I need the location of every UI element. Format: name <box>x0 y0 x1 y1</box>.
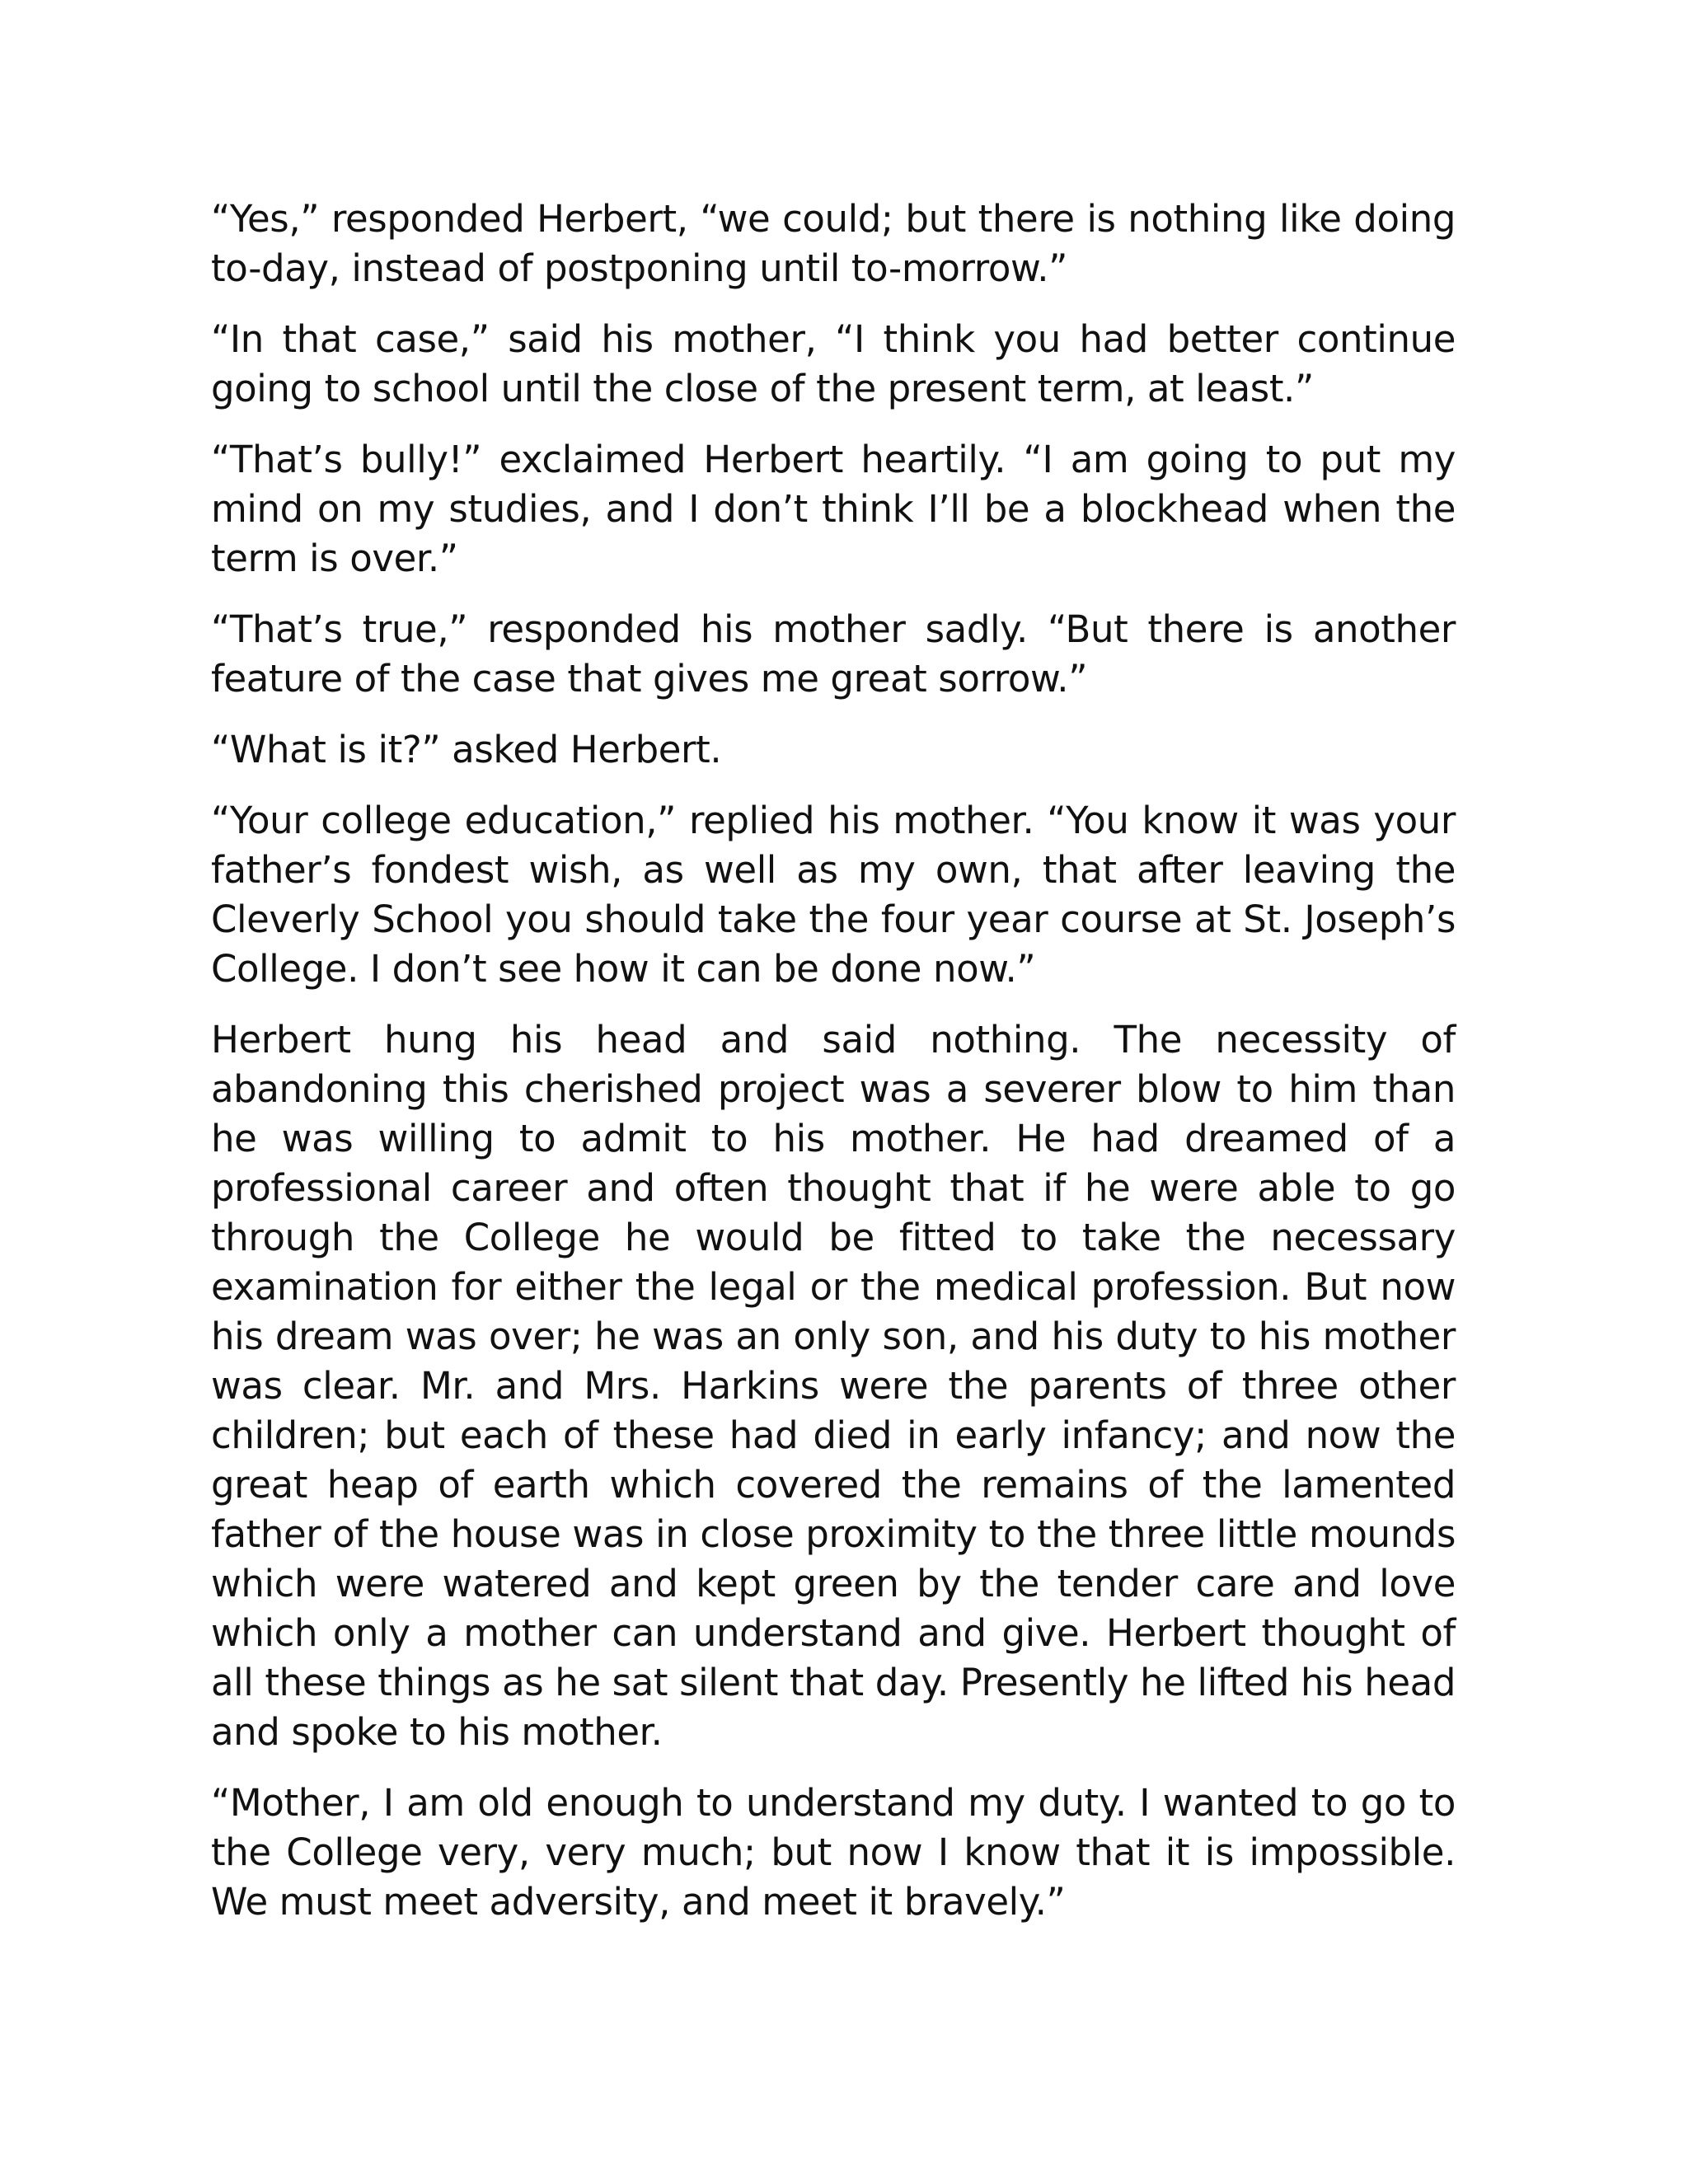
paragraph-2: “In that case,” said his mother, “I think you had better continue going to school until the close of the present term, at least.” <box>211 317 1456 410</box>
page-body-text <box>211 194 1456 1948</box>
paragraph-3: “That’s bully!” exclaimed Herbert heartily. “I am going to put my mind on my studies, and I don’t think I’ll be a blockhead when the term is over.” <box>211 438 1456 580</box>
paragraph-7: Herbert hung his head and said nothing. The necessity of abandoning this cherished project was a severer blow to him than he was willing to admit to his mother. He had dreamed of a professional career and often thought that if he were able to go through the College he would be fitted to take the necessary examination for either the legal or the medical profession. But now his dream was over; he was an only son, and his duty to his mother was clear. Mr. and Mrs. Harkins were the parents of three other children; but each of these had died in early infancy; and now the great heap of earth which covered the remains of the lamented father of the house was in close proximity to the three little mounds which were watered and kept green by the tender care and love which only a mother can understand and give. Herbert thought of all these things as he sat silent that day. Presently he lifted his head and spoke to his mother. <box>211 1018 1456 1754</box>
paragraph-1: “Yes,” responded Herbert, “we could; but there is nothing like doing to-day, instead of postponing until to-morrow.” <box>211 197 1456 290</box>
paragraph-5: “What is it?” asked Herbert. <box>211 728 722 771</box>
paragraph-6: “Your college education,” replied his mother. “You know it was your father’s fondest wish, as well as my own, that after leaving the Cleverly School you should take the four year course at St. Joseph’s College. I don’t see how it can be done now.” <box>211 799 1456 991</box>
paragraph-8: “Mother, I am old enough to understand my duty. I wanted to go to the College very, very much; but now I know that it is impossible. We must meet adversity, and meet it bravely.” <box>211 1781 1456 1924</box>
paragraph-4: “That’s true,” responded his mother sadly. “But there is another feature of the case that gives me great sorrow.” <box>211 607 1456 701</box>
